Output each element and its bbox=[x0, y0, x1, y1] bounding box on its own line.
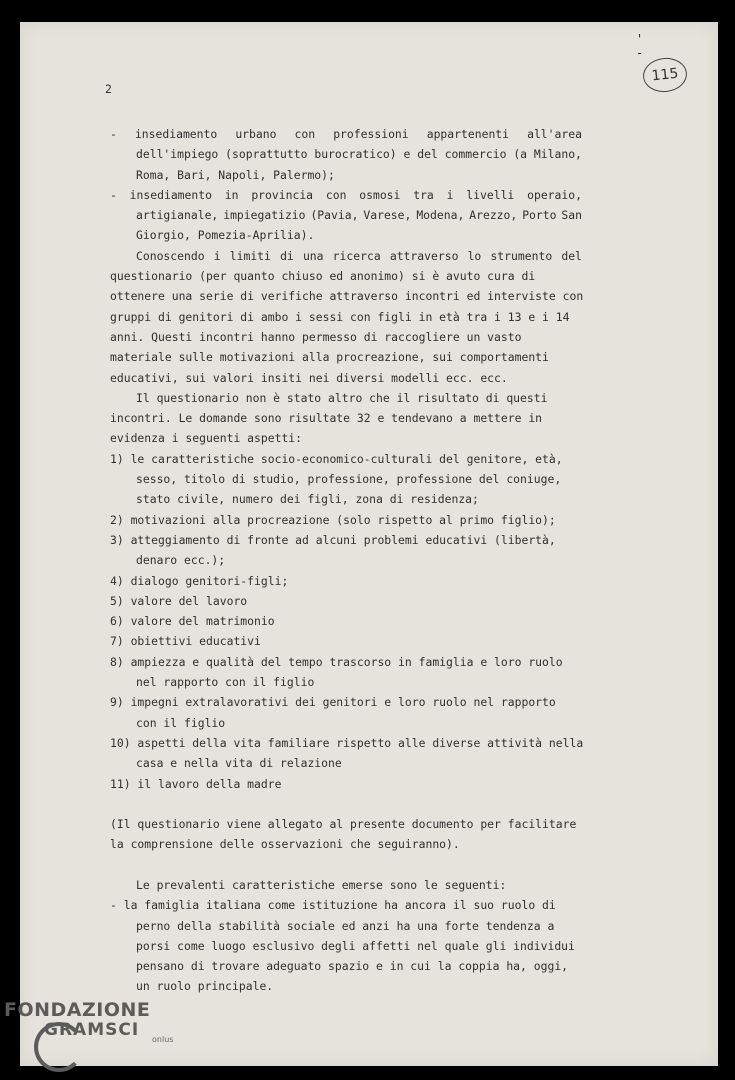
text-line: pensano di trovare adeguato spazio e in cui la coppia ha, oggi, bbox=[136, 959, 569, 974]
text-line: dell'impiego (soprattutto burocratico) e del commercio (a Milano, bbox=[136, 147, 582, 162]
list-item: 7) obiettivi educativi bbox=[110, 634, 261, 649]
list-item: 1) le caratteristiche socio-economico-culturali del genitore, età, bbox=[110, 451, 563, 466]
text-line: nel rapporto con il figlio bbox=[136, 675, 315, 690]
text-line: ottenere una serie di verifiche attraverso incontri ed interviste con bbox=[110, 289, 584, 304]
text-line: porsi come luogo esclusivo degli affetti nel quale gli individui bbox=[136, 938, 575, 953]
gramsci-logo-icon bbox=[34, 1022, 84, 1072]
watermark-line3: onlus bbox=[152, 1035, 174, 1044]
text-line: un ruolo principale. bbox=[136, 979, 274, 994]
list-item: 10) aspetti della vita familiare rispetto alle diverse attività nella bbox=[110, 735, 584, 750]
text-line: Le prevalenti caratteristiche emerse sono le seguenti: bbox=[136, 877, 507, 892]
text-line: denaro ecc.); bbox=[136, 553, 226, 568]
text-line: perno della stabilità sociale ed anzi ha una forte tendenza a bbox=[136, 918, 555, 933]
list-item: 5) valore del lavoro bbox=[110, 593, 248, 608]
list-item: 2) motivazioni alla procreazione (solo rispetto al primo figlio); bbox=[110, 512, 556, 527]
text-line: gruppi di genitori di ambo i sessi con figli in età tra i 13 e i 14 bbox=[110, 309, 570, 324]
list-item: 11) il lavoro della madre bbox=[110, 776, 282, 791]
text-line: Conoscendo i limiti di una ricerca attraverso lo strumento del bbox=[136, 248, 582, 263]
text-line: - insediamento in provincia con osmosi tra i livelli operaio, bbox=[110, 187, 582, 202]
text-line: la comprensione delle osservazioni che seguiranno). bbox=[110, 837, 460, 852]
archive-watermark bbox=[4, 999, 174, 1044]
watermark-line1: FONDAZIONE bbox=[4, 999, 151, 1021]
page-number: 2 bbox=[105, 82, 112, 96]
text-line: artigianale, impiegatizio (Pavia, Varese, Modena, Arezzo, Porto San bbox=[136, 208, 582, 223]
list-item: 3) atteggiamento di fronte ad alcuni problemi educativi (libertà, bbox=[110, 532, 556, 547]
text-line: Giorgio, Pomezia-Aprilia). bbox=[136, 228, 315, 243]
list-item: 8) ampiezza e qualità del tempo trascorso in famiglia e loro ruolo bbox=[110, 654, 563, 669]
spacer bbox=[110, 794, 582, 814]
text-line: educativi, sui valori insiti nei diversi modelli ecc. ecc. bbox=[110, 370, 508, 385]
text-line: - insediamento urbano con professioni appartenenti all'area bbox=[110, 127, 582, 141]
text-line: stato civile, numero dei figli, zona di residenza; bbox=[136, 492, 479, 507]
corner-marks: ' - bbox=[636, 32, 672, 60]
watermark-line2: GRAMSCI bbox=[44, 1020, 140, 1040]
text-line: Il questionario non è stato altro che il risultato di questi bbox=[136, 390, 548, 405]
text-line: evidenza i seguenti aspetti: bbox=[110, 431, 303, 446]
text-line: casa e nella vita di relazione bbox=[136, 756, 342, 771]
archive-number-stamp: 115 bbox=[641, 56, 688, 94]
text-line: Roma, Bari, Napoli, Palermo); bbox=[136, 167, 335, 182]
text-line: incontri. Le domande sono risultate 32 e tendevano a mettere in bbox=[110, 411, 543, 426]
text-line: sesso, titolo di studio, professione, professione del coniuge, bbox=[136, 472, 562, 487]
list-item: 9) impegni extralavorativi dei genitori e loro ruolo nel rapporto bbox=[110, 695, 556, 710]
text-line: (Il questionario viene allegato al presente documento per facilitare bbox=[110, 817, 577, 832]
spacer bbox=[110, 855, 582, 875]
list-item: 4) dialogo genitori-figli; bbox=[110, 573, 289, 588]
list-item: - la famiglia italiana come istituzione ha ancora il suo ruolo di bbox=[110, 898, 556, 913]
list-item: 6) valore del matrimonio bbox=[110, 614, 275, 629]
document-body bbox=[110, 124, 582, 997]
text-line: materiale sulle motivazioni alla procreazione, sui comportamenti bbox=[110, 350, 549, 365]
text-line: questionario (per quanto chiuso ed anonimo) si è avuto cura di bbox=[110, 269, 536, 284]
text-line: anni. Questi incontri hanno permesso di raccogliere un vasto bbox=[110, 329, 522, 344]
text-line: con il figlio bbox=[136, 715, 226, 730]
